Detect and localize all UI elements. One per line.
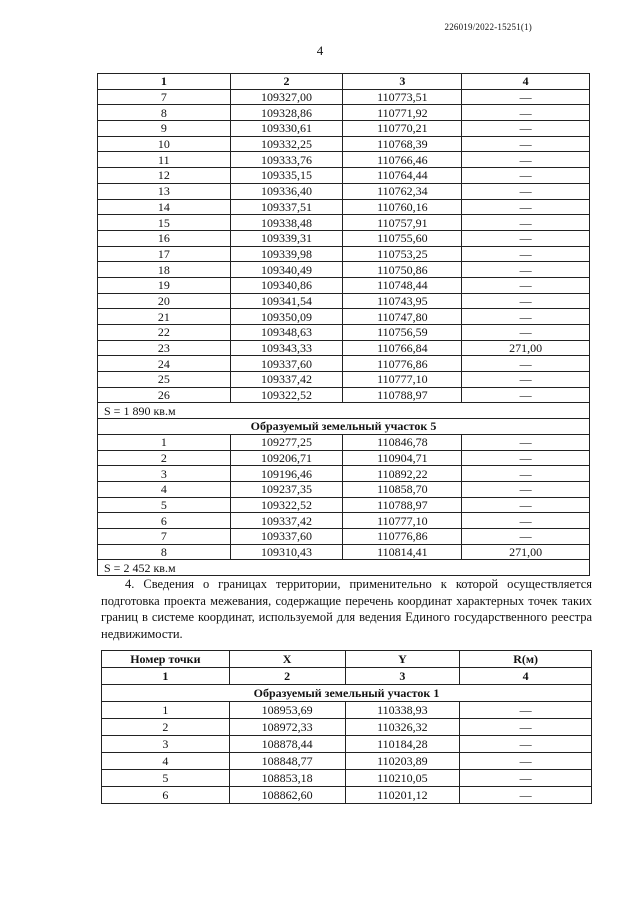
- x-coordinate: 109339,31: [230, 230, 343, 246]
- table-row: [98, 309, 590, 325]
- radius: 271,00: [462, 340, 590, 356]
- radius: —: [462, 528, 590, 544]
- point-number: 1: [102, 702, 230, 719]
- x-coordinate: 109338,48: [230, 215, 343, 231]
- column-number-row: [98, 74, 590, 90]
- radius: —: [462, 434, 590, 450]
- point-number: 1: [98, 434, 231, 450]
- x-coordinate: 109343,33: [230, 340, 343, 356]
- point-number: 5: [98, 497, 231, 513]
- point-number: 2: [98, 450, 231, 466]
- point-number: 19: [98, 277, 231, 293]
- point-number: 7: [98, 528, 231, 544]
- radius: —: [462, 121, 590, 137]
- y-coordinate: 110201,12: [345, 787, 460, 804]
- table-row: [98, 481, 590, 497]
- table-row: [98, 152, 590, 168]
- y-coordinate: 110743,95: [343, 293, 462, 309]
- table-row: [98, 497, 590, 513]
- y-coordinate: 110762,34: [343, 183, 462, 199]
- radius: —: [460, 719, 592, 736]
- table-row: [102, 787, 592, 804]
- radius: —: [462, 293, 590, 309]
- header-point-number: Номер точки: [102, 651, 230, 668]
- y-coordinate: 110750,86: [343, 262, 462, 278]
- y-coordinate: 110892,22: [343, 466, 462, 482]
- point-number: 10: [98, 136, 231, 152]
- radius: —: [462, 309, 590, 325]
- radius: —: [462, 105, 590, 121]
- y-coordinate: 110766,46: [343, 152, 462, 168]
- column-header: 4: [462, 74, 590, 90]
- y-coordinate: 110788,97: [343, 497, 462, 513]
- radius: —: [462, 277, 590, 293]
- x-coordinate: 109337,60: [230, 528, 343, 544]
- radius: —: [462, 450, 590, 466]
- x-coordinate: 109350,09: [230, 309, 343, 325]
- y-coordinate: 110776,86: [343, 528, 462, 544]
- header-x: X: [229, 651, 345, 668]
- table-row: [98, 513, 590, 529]
- table-row: [98, 105, 590, 121]
- radius: —: [460, 787, 592, 804]
- radius: —: [462, 481, 590, 497]
- y-coordinate: 110776,86: [343, 356, 462, 372]
- table-row: [98, 199, 590, 215]
- x-coordinate: 109206,71: [230, 450, 343, 466]
- y-coordinate: 110755,60: [343, 230, 462, 246]
- point-number: 7: [98, 89, 231, 105]
- parcel-rows: [102, 702, 592, 804]
- table-row: [102, 753, 592, 770]
- header-row: [102, 651, 592, 668]
- y-coordinate: 110770,21: [343, 121, 462, 137]
- point-number: 15: [98, 215, 231, 231]
- table-row: [98, 293, 590, 309]
- section-title: Образуемый земельный участок 5: [98, 419, 590, 435]
- radius: —: [462, 497, 590, 513]
- column-number-row: [102, 668, 592, 685]
- section-row: [98, 419, 590, 435]
- point-number: 23: [98, 340, 231, 356]
- area-value: S = 1 890 кв.м: [98, 403, 590, 419]
- table-row: [98, 434, 590, 450]
- table-row: [98, 136, 590, 152]
- point-number: 6: [102, 787, 230, 804]
- x-coordinate: 109337,51: [230, 199, 343, 215]
- y-coordinate: 110203,89: [345, 753, 460, 770]
- point-number: 4: [102, 753, 230, 770]
- x-coordinate: 109337,60: [230, 356, 343, 372]
- point-number: 16: [98, 230, 231, 246]
- table-row: [98, 325, 590, 341]
- x-coordinate: 109337,42: [230, 372, 343, 388]
- point-number: 14: [98, 199, 231, 215]
- column-number: 3: [345, 668, 460, 685]
- y-coordinate: 110748,44: [343, 277, 462, 293]
- radius: —: [462, 246, 590, 262]
- x-coordinate: 109333,76: [230, 152, 343, 168]
- radius: —: [462, 387, 590, 403]
- area-row: [98, 560, 590, 576]
- paragraph-text: 4. Сведения о границах территории, применительно к которой осуществляется подготовка проекта межевания, содержащие перечень координат характерных точек таких границ в системе координат, используемой для ведения Единого государственного реестра недвижимости.: [101, 577, 592, 641]
- point-number: 2: [102, 719, 230, 736]
- point-number: 22: [98, 325, 231, 341]
- table-row: [98, 262, 590, 278]
- table-row: [102, 736, 592, 753]
- table-row: [98, 183, 590, 199]
- x-coordinate: 108972,33: [229, 719, 345, 736]
- point-number: 21: [98, 309, 231, 325]
- parcel-rows-a: [98, 89, 590, 403]
- y-coordinate: 110210,05: [345, 770, 460, 787]
- point-number: 13: [98, 183, 231, 199]
- radius: —: [462, 325, 590, 341]
- y-coordinate: 110773,51: [343, 89, 462, 105]
- area-value: S = 2 452 кв.м: [98, 560, 590, 576]
- table-row: [98, 450, 590, 466]
- table-row: [98, 277, 590, 293]
- radius: —: [462, 466, 590, 482]
- table-row: [98, 372, 590, 388]
- x-coordinate: 109328,86: [230, 105, 343, 121]
- point-number: 18: [98, 262, 231, 278]
- x-coordinate: 108848,77: [229, 753, 345, 770]
- table-row: [98, 89, 590, 105]
- x-coordinate: 109277,25: [230, 434, 343, 450]
- table-row: [98, 544, 590, 560]
- radius: 271,00: [462, 544, 590, 560]
- radius: —: [462, 230, 590, 246]
- table-row: [98, 168, 590, 184]
- x-coordinate: 109332,25: [230, 136, 343, 152]
- y-coordinate: 110777,10: [343, 372, 462, 388]
- header-y: Y: [345, 651, 460, 668]
- y-coordinate: 110771,92: [343, 105, 462, 121]
- table-row: [98, 340, 590, 356]
- x-coordinate: 109341,54: [230, 293, 343, 309]
- x-coordinate: 109310,43: [230, 544, 343, 560]
- point-number: 8: [98, 544, 231, 560]
- column-number: 4: [460, 668, 592, 685]
- y-coordinate: 110766,84: [343, 340, 462, 356]
- y-coordinate: 110747,80: [343, 309, 462, 325]
- y-coordinate: 110814,41: [343, 544, 462, 560]
- point-number: 5: [102, 770, 230, 787]
- point-number: 11: [98, 152, 231, 168]
- section-title: Образуемый земельный участок 1: [102, 685, 592, 702]
- section-row: [102, 685, 592, 702]
- point-number: 6: [98, 513, 231, 529]
- x-coordinate: 109330,61: [230, 121, 343, 137]
- radius: —: [462, 215, 590, 231]
- table-row: [98, 246, 590, 262]
- coordinates-table-continued: [97, 73, 590, 576]
- table-row: [98, 230, 590, 246]
- x-coordinate: 109322,52: [230, 497, 343, 513]
- parcel-rows-b: [98, 434, 590, 560]
- x-coordinate: 108878,44: [229, 736, 345, 753]
- y-coordinate: 110904,71: [343, 450, 462, 466]
- point-number: 25: [98, 372, 231, 388]
- y-coordinate: 110764,44: [343, 168, 462, 184]
- table-row: [98, 528, 590, 544]
- table-row: [102, 719, 592, 736]
- x-coordinate: 109322,52: [230, 387, 343, 403]
- x-coordinate: 109336,40: [230, 183, 343, 199]
- x-coordinate: 109237,35: [230, 481, 343, 497]
- table-row: [102, 702, 592, 719]
- y-coordinate: 110760,16: [343, 199, 462, 215]
- table-row: [98, 356, 590, 372]
- document-number: 226019/2022-15251(1): [444, 22, 532, 32]
- point-number: 12: [98, 168, 231, 184]
- x-coordinate: 109327,00: [230, 89, 343, 105]
- coordinates-table-parcel-1: [101, 650, 592, 804]
- radius: —: [462, 513, 590, 529]
- radius: —: [462, 372, 590, 388]
- column-header: 3: [343, 74, 462, 90]
- y-coordinate: 110753,25: [343, 246, 462, 262]
- point-number: 24: [98, 356, 231, 372]
- y-coordinate: 110768,39: [343, 136, 462, 152]
- table-row: [98, 466, 590, 482]
- point-number: 26: [98, 387, 231, 403]
- x-coordinate: 109348,63: [230, 325, 343, 341]
- table-row: [102, 770, 592, 787]
- y-coordinate: 110858,70: [343, 481, 462, 497]
- x-coordinate: 108862,60: [229, 787, 345, 804]
- radius: —: [462, 136, 590, 152]
- point-number: 8: [98, 105, 231, 121]
- column-number: 2: [229, 668, 345, 685]
- column-number: 1: [102, 668, 230, 685]
- point-number: 20: [98, 293, 231, 309]
- point-number: 17: [98, 246, 231, 262]
- y-coordinate: 110338,93: [345, 702, 460, 719]
- y-coordinate: 110777,10: [343, 513, 462, 529]
- point-number: 9: [98, 121, 231, 137]
- table-row: [98, 215, 590, 231]
- header-radius: R(м): [460, 651, 592, 668]
- x-coordinate: 109196,46: [230, 466, 343, 482]
- radius: —: [462, 152, 590, 168]
- column-header: 2: [230, 74, 343, 90]
- radius: —: [460, 753, 592, 770]
- x-coordinate: 109340,86: [230, 277, 343, 293]
- radius: —: [462, 199, 590, 215]
- column-header: 1: [98, 74, 231, 90]
- point-number: 4: [98, 481, 231, 497]
- point-number: 3: [98, 466, 231, 482]
- x-coordinate: 109335,15: [230, 168, 343, 184]
- y-coordinate: 110756,59: [343, 325, 462, 341]
- radius: —: [462, 356, 590, 372]
- table-row: [98, 121, 590, 137]
- radius: —: [460, 702, 592, 719]
- x-coordinate: 109337,42: [230, 513, 343, 529]
- x-coordinate: 108953,69: [229, 702, 345, 719]
- radius: —: [460, 736, 592, 753]
- y-coordinate: 110326,32: [345, 719, 460, 736]
- radius: —: [462, 168, 590, 184]
- x-coordinate: 108853,18: [229, 770, 345, 787]
- table-row: [98, 387, 590, 403]
- y-coordinate: 110788,97: [343, 387, 462, 403]
- radius: —: [462, 183, 590, 199]
- point-number: 3: [102, 736, 230, 753]
- y-coordinate: 110846,78: [343, 434, 462, 450]
- section-4-paragraph: [101, 576, 592, 642]
- radius: —: [462, 262, 590, 278]
- page-number: 4: [316, 43, 324, 58]
- radius: —: [460, 770, 592, 787]
- y-coordinate: 110184,28: [345, 736, 460, 753]
- radius: —: [462, 89, 590, 105]
- x-coordinate: 109340,49: [230, 262, 343, 278]
- y-coordinate: 110757,91: [343, 215, 462, 231]
- area-row: [98, 403, 590, 419]
- x-coordinate: 109339,98: [230, 246, 343, 262]
